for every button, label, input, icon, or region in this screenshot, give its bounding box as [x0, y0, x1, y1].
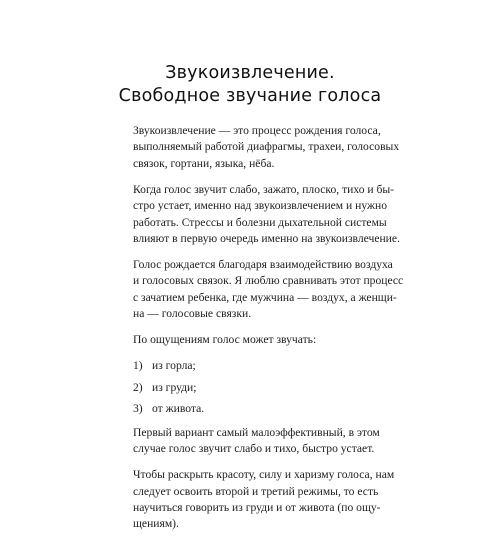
text-line: По ощущениям голос может звучать: — [133, 333, 317, 347]
text-line: с зачатием ребенка, где мужчина — воздух, а женщи- — [133, 290, 397, 304]
sound-options-list — [133, 358, 369, 418]
text-line: на — голосовые связки. — [133, 307, 252, 321]
text-line: выполняемый работой диафрагмы, трахеи, голосовых — [133, 140, 400, 154]
list-item-number: 1) — [133, 359, 143, 373]
text-line: Когда голос звучит слабо, зажато, плоско, тихо и бы- — [133, 182, 395, 196]
list-item-text: из груди; — [152, 380, 197, 394]
paragraph-4 — [133, 332, 369, 348]
text-line: Голос рождается благодаря взаимодействию воздуха — [133, 258, 393, 272]
paragraph-1 — [133, 123, 400, 172]
text-line: стро устает, именно над звукоизвлечением и нужно — [133, 199, 387, 213]
list-item-text: от живота. — [152, 402, 205, 416]
list-item — [133, 380, 369, 396]
text-line: Первый вариант самый малоэффективный, в этом — [133, 425, 380, 439]
list-item — [133, 358, 369, 374]
paragraph-5 — [133, 425, 380, 458]
text-line: связок, гортани, языка, нёба. — [133, 156, 275, 170]
list-item-text: из горла; — [152, 359, 196, 373]
text-line: Чтобы раскрыть красоту, силу и харизму голоса, нам — [133, 468, 395, 482]
paragraph-2 — [133, 182, 400, 248]
text-line: Звукоизвлечение — это процесс рождения голоса, — [133, 124, 381, 137]
body-text — [133, 123, 404, 542]
list-item — [133, 401, 369, 417]
list-item-number: 2) — [133, 380, 143, 394]
text-line: научиться говорить из груди и от живота (по ощу- — [133, 501, 381, 515]
chapter-title-line-1: Звукоизвлечение. — [165, 63, 335, 83]
text-line: щениям). — [133, 517, 179, 531]
text-line: следует освоить второй и третий режимы, то есть — [133, 484, 379, 498]
text-line: влияют в первую очередь именно на звукоизвлечение. — [133, 232, 400, 246]
text-line: случае голос звучит слабо и тихо, быстро устает. — [133, 442, 375, 456]
text-line: и голосовых связок. Я люблю сравнивать этот процесс — [133, 274, 404, 288]
paragraph-6 — [133, 467, 395, 533]
list-item-number: 3) — [133, 402, 143, 416]
text-line: работать. Стрессы и болезни дыхательной системы — [133, 215, 387, 229]
chapter-title-line-2: Свободное звучание голоса — [118, 86, 382, 106]
paragraph-3 — [133, 257, 404, 323]
